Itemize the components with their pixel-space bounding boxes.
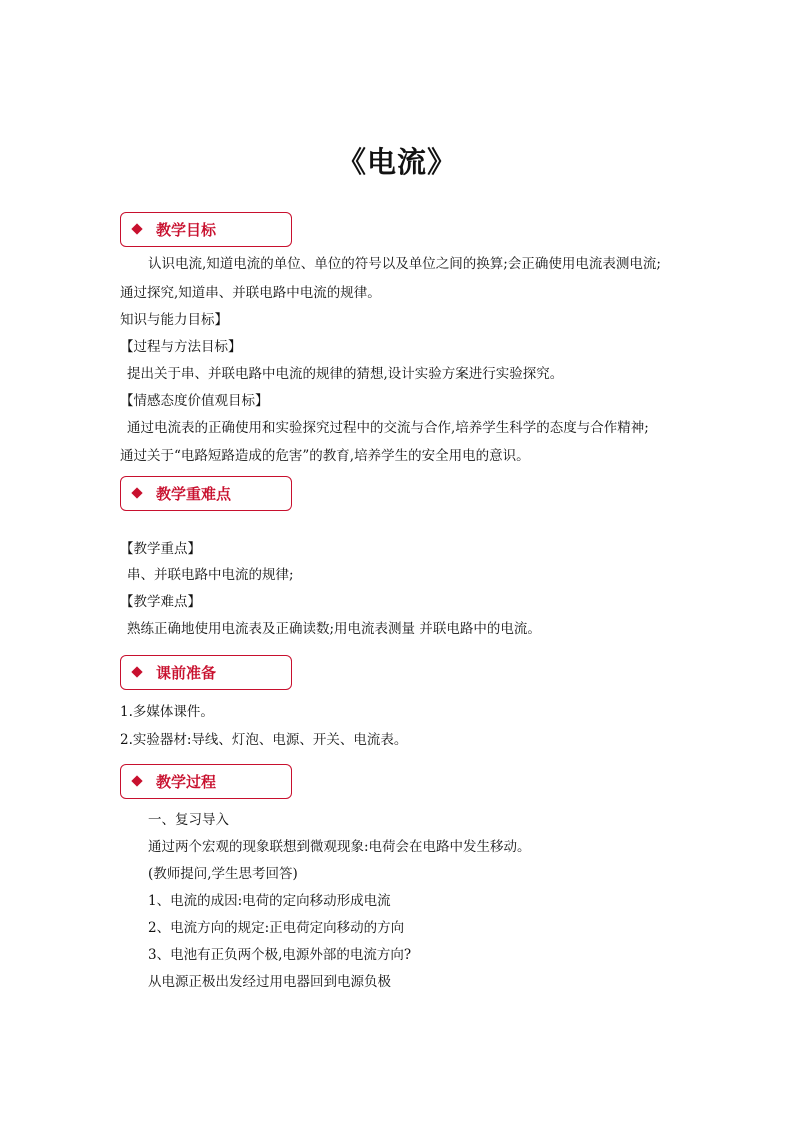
paragraph-line: 3、电池有正负两个极,电源外部的电流方向? bbox=[148, 947, 412, 963]
paragraph-line: 知识与能力目标】 bbox=[120, 312, 228, 328]
section-title: 教学重难点 bbox=[156, 484, 232, 503]
paragraph-line: 【过程与方法目标】 bbox=[120, 339, 242, 355]
paragraph-line: 提出关于串、并联电路中电流的规律的猜想,设计实验方案进行实验探究。 bbox=[127, 366, 564, 382]
paragraph-line: 一、复习导入 bbox=[148, 812, 229, 828]
diamond-bullet-icon bbox=[131, 666, 142, 677]
paragraph-line: 认识电流,知道电流的单位、单位的符号以及单位之间的换算;会正确使用电流表测电流; bbox=[148, 256, 661, 272]
paragraph-line: 串、并联电路中电流的规律; bbox=[127, 567, 294, 583]
paragraph-line: 【教学难点】 bbox=[120, 594, 201, 610]
diamond-bullet-icon bbox=[131, 487, 142, 498]
paragraph-line: 从电源正极出发经过用电器回到电源负极 bbox=[148, 974, 391, 990]
paragraph-line: 通过电流表的正确使用和实验探究过程中的交流与合作,培养学生科学的态度与合作精神; bbox=[127, 420, 649, 436]
paragraph-line: (教师提问,学生思考回答) bbox=[148, 866, 298, 882]
paragraph-line: 通过探究,知道串、并联电路中电流的规律。 bbox=[120, 285, 381, 301]
section-title: 教学过程 bbox=[156, 772, 217, 791]
section-header-keypoints bbox=[120, 476, 292, 511]
section-title: 课前准备 bbox=[156, 663, 217, 682]
paragraph-line: 【情感态度价值观目标】 bbox=[120, 393, 269, 409]
paragraph-line: 2、电流方向的规定:正电荷定向移动的方向 bbox=[148, 920, 405, 936]
paragraph-line: 2.实验器材:导线、灯泡、电源、开关、电流表。 bbox=[120, 732, 408, 748]
paragraph-line: 熟练正确地使用电流表及正确读数;用电流表测量 并联电路中的电流。 bbox=[127, 621, 541, 637]
section-title: 教学目标 bbox=[156, 220, 217, 239]
diamond-bullet-icon bbox=[131, 223, 142, 234]
paragraph-line: 1.多媒体课件。 bbox=[120, 704, 214, 720]
diamond-bullet-icon bbox=[131, 775, 142, 786]
section-header-prep bbox=[120, 655, 292, 690]
paragraph-line: 通过关于“电路短路造成的危害”的教育,培养学生的安全用电的意识。 bbox=[120, 448, 530, 464]
section-header-goals bbox=[120, 212, 292, 247]
paragraph-line: 通过两个宏观的现象联想到微观现象:电荷会在电路中发生移动。 bbox=[148, 839, 531, 855]
section-header-process bbox=[120, 764, 292, 799]
paragraph-line: 1、电流的成因:电荷的定向移动形成电流 bbox=[148, 893, 391, 909]
paragraph-line: 【教学重点】 bbox=[120, 541, 201, 557]
page-title: 《电流》 bbox=[336, 145, 457, 179]
